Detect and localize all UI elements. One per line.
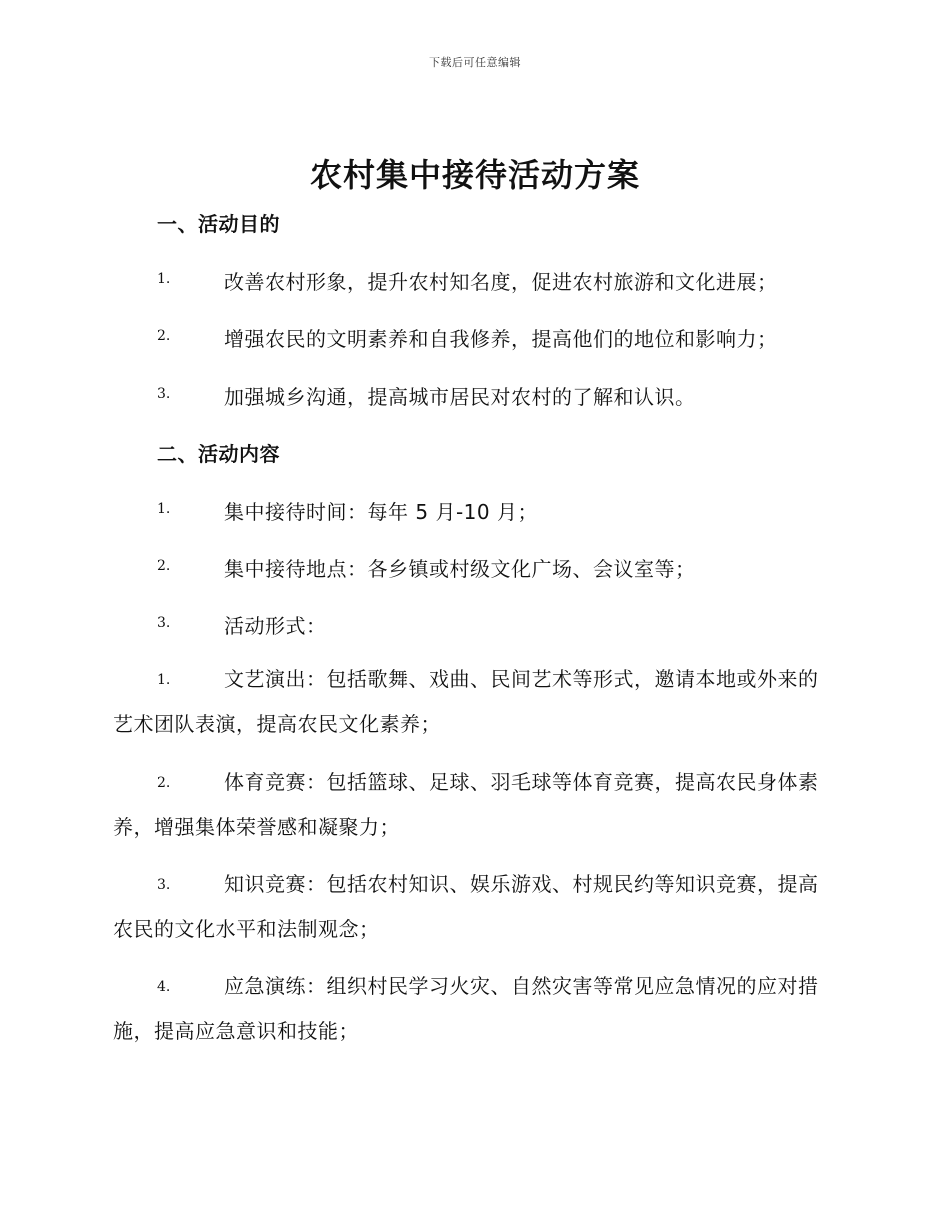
document-title: 农村集中接待活动方案 <box>309 156 640 194</box>
activity-form-paragraph <box>113 657 837 747</box>
list-text: 集中接待时间：每年 5 月-10 月； <box>224 500 538 524</box>
list-number: 1. <box>157 501 171 517</box>
list-number: 1. <box>157 672 171 688</box>
paragraph-text: 文艺演出：包括歌舞、戏曲、民间艺术等形式，邀请本地或外来的艺术团队表演，提高农民文化素养； <box>113 667 819 736</box>
list-item <box>157 381 837 410</box>
paragraph-text: 应急演练：组织村民学习火灾、自然灾害等常见应急情况的应对措施，提高应急意识和技能； <box>113 974 819 1043</box>
list-item <box>157 266 837 295</box>
activity-form-paragraph <box>113 862 837 952</box>
list-number: 1. <box>157 271 171 287</box>
list-number: 3. <box>157 386 171 402</box>
section-heading-purpose: 一、活动目的 <box>157 212 280 236</box>
list-item <box>157 610 837 639</box>
list-number: 2. <box>157 328 171 344</box>
list-text: 加强城乡沟通，提高城市居民对农村的了解和认识。 <box>224 385 696 409</box>
list-number: 4. <box>157 979 171 995</box>
list-item <box>157 323 837 352</box>
list-number: 3. <box>157 615 171 631</box>
paragraph-text: 知识竞赛：包括农村知识、娱乐游戏、村规民约等知识竞赛，提高农民的文化水平和法制观念； <box>113 872 819 941</box>
activity-form-paragraph <box>113 964 837 1054</box>
list-text: 改善农村形象，提升农村知名度，促进农村旅游和文化进展； <box>224 270 778 294</box>
list-item <box>157 496 837 525</box>
list-item <box>157 553 837 582</box>
section-heading-content: 二、活动内容 <box>157 442 280 466</box>
list-text: 集中接待地点：各乡镇或村级文化广场、会议室等； <box>224 557 696 581</box>
paragraph-text: 体育竞赛：包括篮球、足球、羽毛球等体育竞赛，提高农民身体素养，增强集体荣誉感和凝聚力； <box>113 770 819 839</box>
list-number: 2. <box>157 775 171 791</box>
list-text: 活动形式： <box>224 614 327 638</box>
list-text: 增强农民的文明素养和自我修养，提高他们的地位和影响力； <box>224 327 778 351</box>
page-header-note: 下载后可任意编辑 <box>429 56 521 69</box>
list-number: 2. <box>157 558 171 574</box>
activity-form-paragraph <box>113 760 837 850</box>
list-number: 3. <box>157 877 171 893</box>
